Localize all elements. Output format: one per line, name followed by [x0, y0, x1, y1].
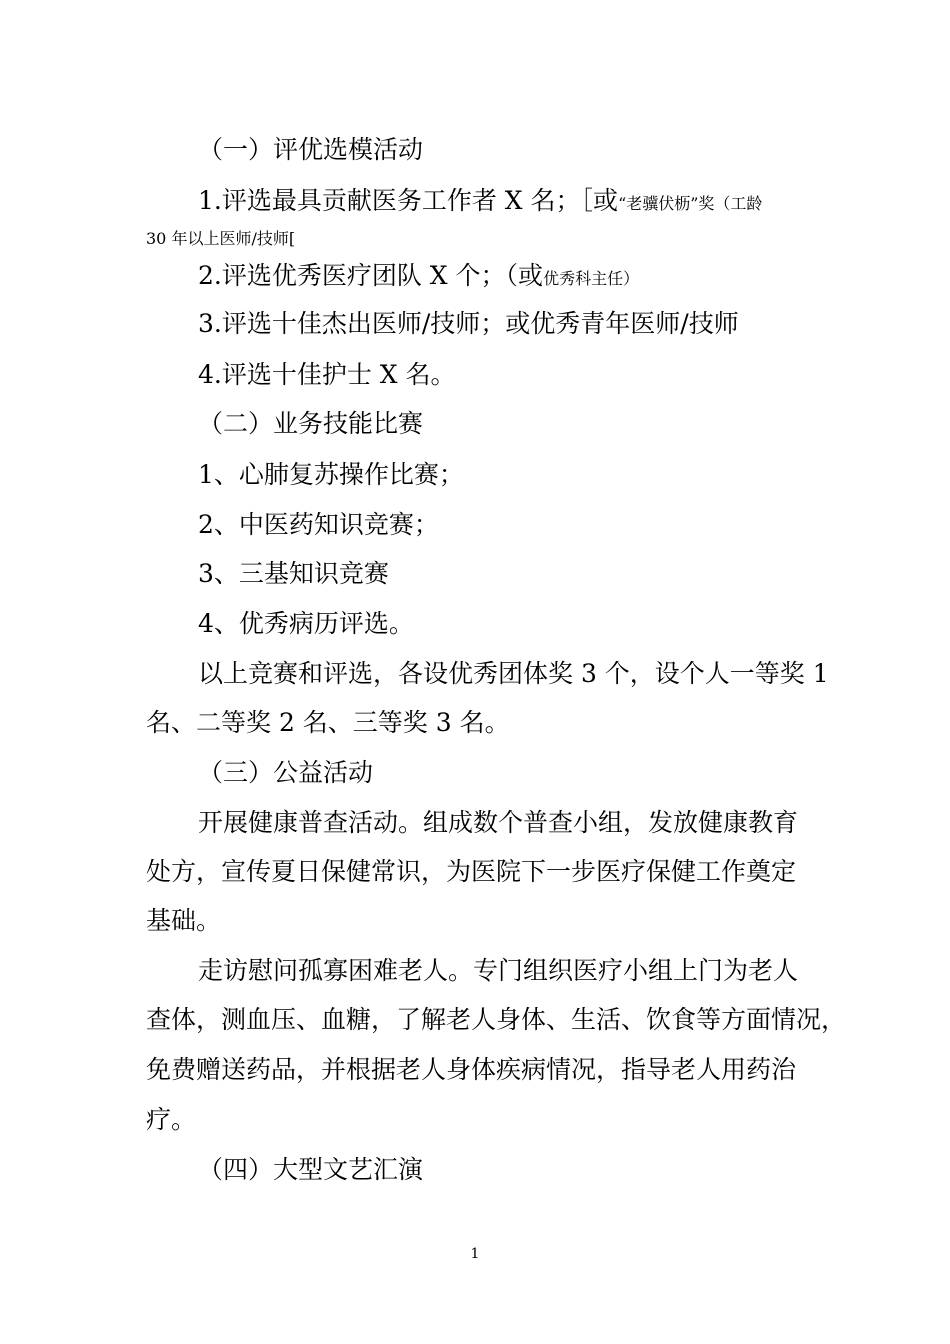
list-item: 4、优秀病历评选。 — [198, 609, 414, 638]
list-item: 3.评选十佳杰出医师/技师；或优秀青年医师/技师 — [198, 309, 739, 338]
text-run: 或 — [593, 186, 619, 215]
paragraph-line: 以上竞赛和评选，各设优秀团体奖 3 个，设个人一等奖 1 — [198, 659, 829, 688]
text-run: 1.评选最具贡献医务工作者 X 名；［ — [198, 186, 594, 215]
text-run: 或 — [518, 261, 544, 290]
list-item: 3、三基知识竞赛 — [198, 559, 389, 588]
section-heading-1: （一）评优选模活动 — [198, 135, 424, 164]
list-item: 1、心肺复苏操作比赛； — [198, 460, 464, 489]
paragraph-line: 疗。 — [146, 1105, 197, 1134]
paragraph-line: 走访慰问孤寡困难老人。专门组织医疗小组上门为老人 — [198, 956, 799, 985]
paragraph-line: 免费赠送药品，并根据老人身体疾病情况，指导老人用药治 — [146, 1055, 797, 1084]
section-heading-4: （四）大型文艺汇演 — [198, 1155, 424, 1184]
list-item — [198, 259, 639, 296]
text-run: 优秀科主任） — [543, 269, 640, 288]
paragraph-line: 开展健康普查活动。组成数个普查小组，发放健康教育 — [198, 808, 799, 837]
list-item-continuation: 30 年以上医师/技师[ — [146, 229, 296, 248]
paragraph-line: 查体，测血压、血糖，了解老人身体、生活、饮食等方面情况， — [146, 1005, 847, 1034]
section-heading-2: （二）业务技能比赛 — [198, 409, 424, 438]
paragraph-line: 处方，宣传夏日保健常识，为医院下一步医疗保健工作奠定 — [146, 857, 797, 886]
paragraph-line: 基础。 — [146, 906, 222, 935]
text-run: “老骥伏枥”奖（工龄 — [618, 194, 763, 213]
list-item — [198, 184, 762, 221]
paragraph-line: 名、二等奖 2 名、三等奖 3 名。 — [146, 708, 510, 737]
list-item: 4.评选十佳护士 X 名。 — [198, 360, 456, 389]
section-heading-3: （三）公益活动 — [198, 758, 374, 787]
list-item: 2、中医药知识竞赛； — [198, 510, 439, 539]
text-run: 2.评选优秀医疗团队 X 个；（ — [198, 261, 519, 290]
page-number: 1 — [470, 1246, 480, 1262]
